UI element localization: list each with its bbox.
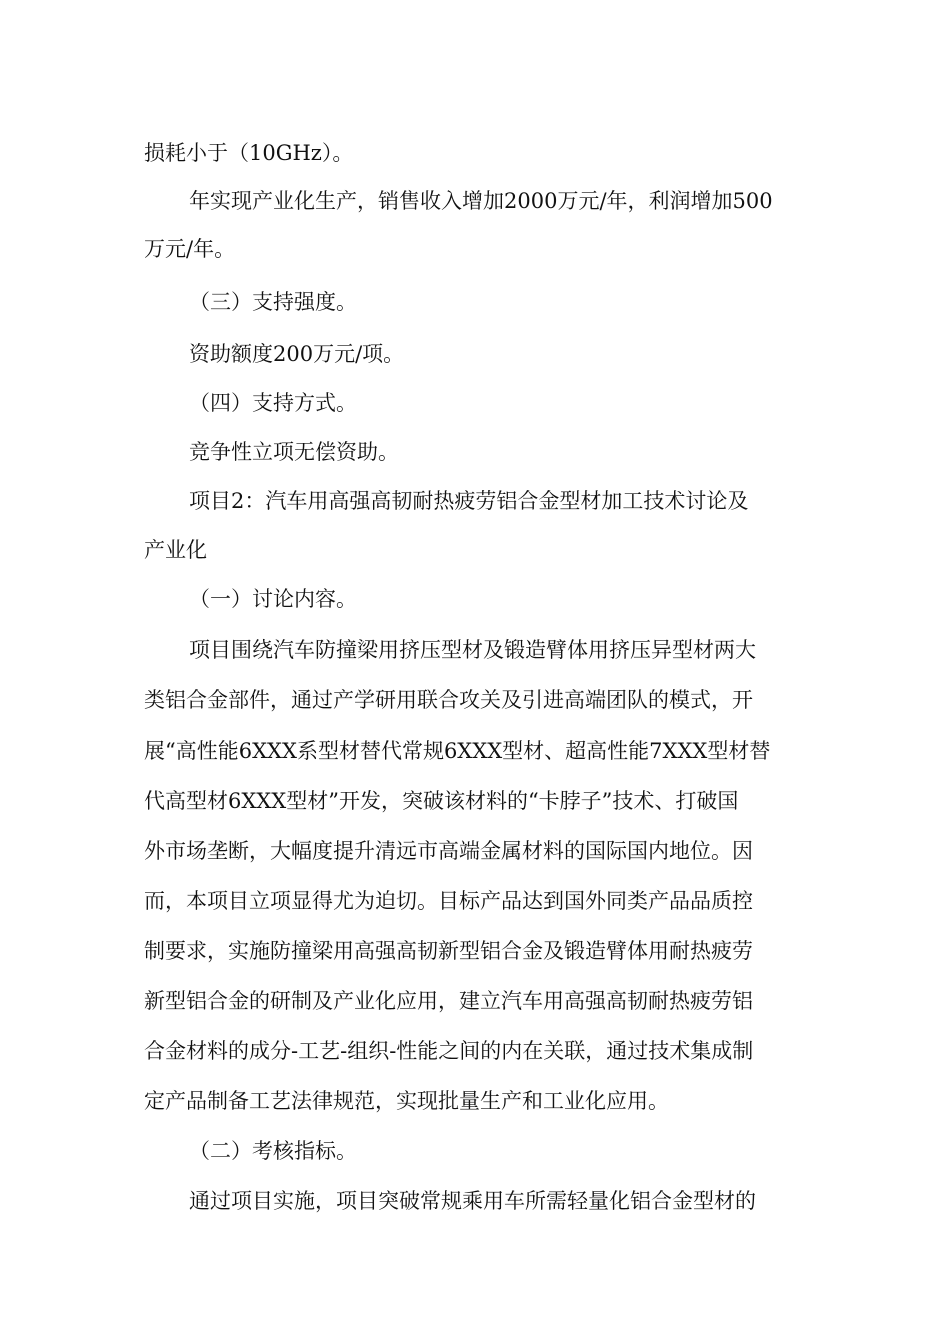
text-line: 竞争性立项无偿资助。 <box>189 440 399 464</box>
project-title-continued: 产业化 <box>144 538 207 562</box>
text-line: 资助额度200万元/项。 <box>189 342 405 366</box>
text-line: 代高型材6XXX型材”开发，突破该材料的“卡脖子”技术、打破国 <box>144 789 739 813</box>
text-line: 损耗小于（10GHz）。 <box>144 141 354 165</box>
text-line: 定产品制备工艺法律规范，实现批量生产和工业化应用。 <box>144 1089 669 1113</box>
section-heading: （三）支持强度。 <box>189 290 357 314</box>
text-line: 年实现产业化生产，销售收入增加2000万元/年，利润增加500 <box>189 189 773 213</box>
text-line: 通过项目实施，项目突破常规乘用车所需轻量化铝合金型材的 <box>189 1189 756 1213</box>
section-heading: （二）考核指标。 <box>189 1139 357 1163</box>
text-line: 新型铝合金的研制及产业化应用，建立汽车用高强高韧耐热疲劳铝 <box>144 989 753 1013</box>
text-line: 类铝合金部件，通过产学研用联合攻关及引进高端团队的模式，开 <box>144 688 753 712</box>
text-line: 而，本项目立项显得尤为迫切。目标产品达到国外同类产品品质控 <box>144 889 753 913</box>
text-line: 合金材料的成分-工艺-组织-性能之间的内在关联，通过技术集成制 <box>144 1039 754 1063</box>
text-line: 制要求，实施防撞梁用高强高韧新型铝合金及锻造臂体用耐热疲劳 <box>144 939 753 963</box>
text-line: 外市场垄断，大幅度提升清远市高端金属材料的国际国内地位。因 <box>144 839 753 863</box>
text-line: 万元/年。 <box>144 237 236 261</box>
text-line: 项目围绕汽车防撞梁用挤压型材及锻造臂体用挤压异型材两大 <box>189 638 756 662</box>
text-line: 展“高性能6XXX系型材替代常规6XXX型材、超高性能7XXX型材替 <box>144 739 771 763</box>
section-heading: （一）讨论内容。 <box>189 587 357 611</box>
section-heading: （四）支持方式。 <box>189 391 357 415</box>
project-title: 项目2：汽车用高强高韧耐热疲劳铝合金型材加工技术讨论及 <box>189 489 749 513</box>
